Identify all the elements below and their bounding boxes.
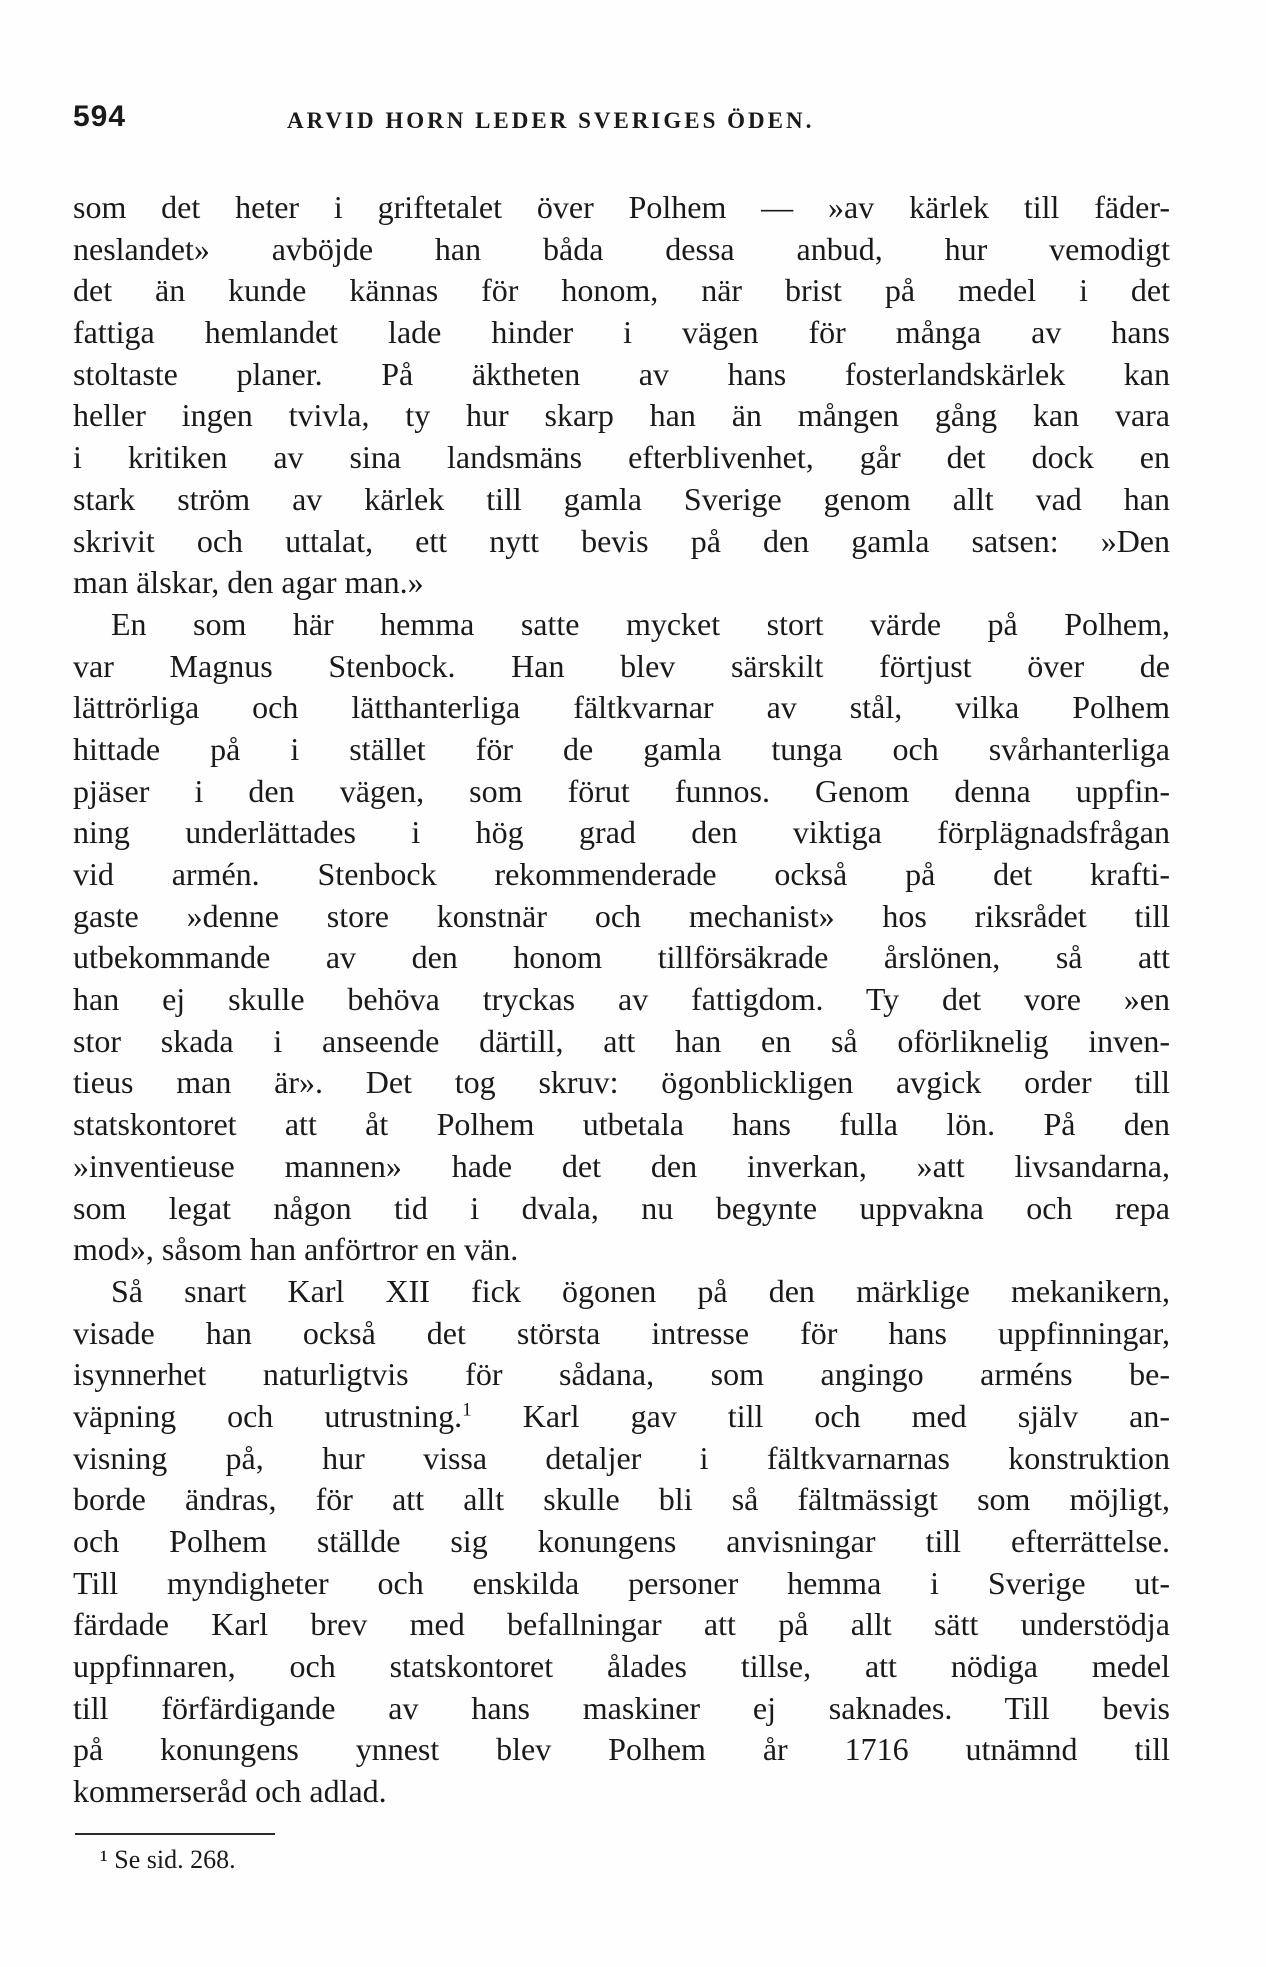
footnote — [100, 1843, 236, 1877]
text-line: det än kunde kännas för honom, när brist på medel i det — [73, 272, 1170, 309]
text-line: och Polhem ställde sig konungens anvisningar till efterrättelse. — [73, 1523, 1170, 1559]
text-line: pjäser i den vägen, som förut funnos. Genom denna uppfin- — [73, 772, 1170, 809]
text-line: som legat någon tid i dvala, nu begynte uppvakna och repa — [73, 1189, 1170, 1226]
text-line: stor skada i anseende därtill, att han en så oförliknelig inven- — [73, 1022, 1170, 1059]
text-line: som det heter i griftetalet över Polhem — »av kärlek till fäder- — [73, 189, 1170, 225]
text-line-with-footnote-ref — [73, 1396, 1170, 1438]
text-line: tieus man är». Det tog skruv: ögonblickligen avgick order till — [73, 1064, 1170, 1101]
text-line: han ej skulle behöva tryckas av fattigdom. Ty det vore »en — [73, 981, 1170, 1018]
text-line: hittade på i stället för de gamla tunga och svårhanterliga — [73, 730, 1170, 767]
text-line: stark ström av kärlek till gamla Sverige genom allt vad han — [73, 480, 1170, 517]
page-number: 594 — [73, 100, 127, 133]
text-line: neslandet» avböjde han båda dessa anbud, hur vemodigt — [73, 230, 1170, 267]
text-line: man älskar, den agar man.» — [73, 564, 424, 601]
text-line: utbekommande av den honom tillförsäkrade årslönen, så att — [73, 939, 1170, 976]
text-line: färdade Karl brev med befallningar att på allt sätt understödja — [73, 1606, 1170, 1643]
text-line: Till myndigheter och enskilda personer hemma i Sverige ut- — [73, 1564, 1170, 1601]
text-line: ning underlättades i hög grad den viktiga förplägnadsfrågan — [73, 814, 1170, 851]
text-segment: Karl gav till och med själv an- — [471, 1397, 1171, 1434]
text-line: var Magnus Stenbock. Han blev särskilt förtjust över de — [73, 647, 1170, 684]
text-segment: väpning och utrustning. — [73, 1397, 463, 1434]
text-line: statskontoret att åt Polhem utbetala hans fulla lön. På den — [73, 1106, 1170, 1143]
page-header — [73, 100, 1173, 140]
text-line: i kritiken av sina landsmäns efterblivenhet, går det dock en — [73, 439, 1170, 476]
text-line: gaste »denne store konstnär och mechanist» hos riksrådet till — [73, 897, 1170, 934]
body-text — [73, 187, 1170, 1813]
text-line: Så snart Karl XII fick ögonen på den märklige mekanikern, — [111, 1272, 1170, 1309]
text-line: till förfärdigande av hans maskiner ej saknades. Till bevis — [73, 1689, 1170, 1726]
text-line: visning på, hur vissa detaljer i fältkvarnarnas konstruktion — [73, 1439, 1170, 1476]
text-line: »inventieuse mannen» hade det den inverkan, »att livsandarna, — [73, 1147, 1170, 1184]
text-line: lättrörliga och lätthanterliga fältkvarnar av stål, vilka Polhem — [73, 689, 1170, 726]
text-line: vid armén. Stenbock rekommenderade också på det krafti- — [73, 856, 1170, 892]
footnote-text: Se sid. 268. — [114, 1845, 236, 1874]
text-line: isynnerhet naturligtvis för sådana, som angingo arméns be- — [73, 1356, 1170, 1393]
footnote-reference[interactable]: 1 — [462, 1399, 472, 1421]
text-line: mod», såsom han anförtror en vän. — [73, 1231, 519, 1268]
text-line: borde ändras, för att allt skulle bli så fältmässigt som möjligt, — [73, 1481, 1170, 1518]
text-line: kommerseråd och adlad. — [73, 1773, 387, 1810]
text-line: fattiga hemlandet lade hinder i vägen för många av hans — [73, 314, 1170, 351]
text-line: stoltaste planer. På äktheten av hans fosterlandskärlek kan — [73, 355, 1170, 392]
text-line: uppfinnaren, och statskontoret ålades tillse, att nödiga medel — [73, 1648, 1170, 1685]
text-line: på konungens ynnest blev Polhem år 1716 utnämnd till — [73, 1731, 1170, 1768]
footnote-divider — [75, 1833, 275, 1835]
text-line: skrivit och uttalat, ett nytt bevis på den gamla satsen: »Den — [73, 522, 1170, 559]
running-title: ARVID HORN LEDER SVERIGES ÖDEN. — [287, 108, 815, 133]
text-line: En som här hemma satte mycket stort värde på Polhem, — [111, 605, 1170, 642]
text-line: heller ingen tvivla, ty hur skarp han än mången gång kan vara — [73, 397, 1170, 434]
text-line: visade han också det största intresse för hans uppfinningar, — [73, 1314, 1170, 1351]
footnote-marker: ¹ — [100, 1845, 108, 1874]
